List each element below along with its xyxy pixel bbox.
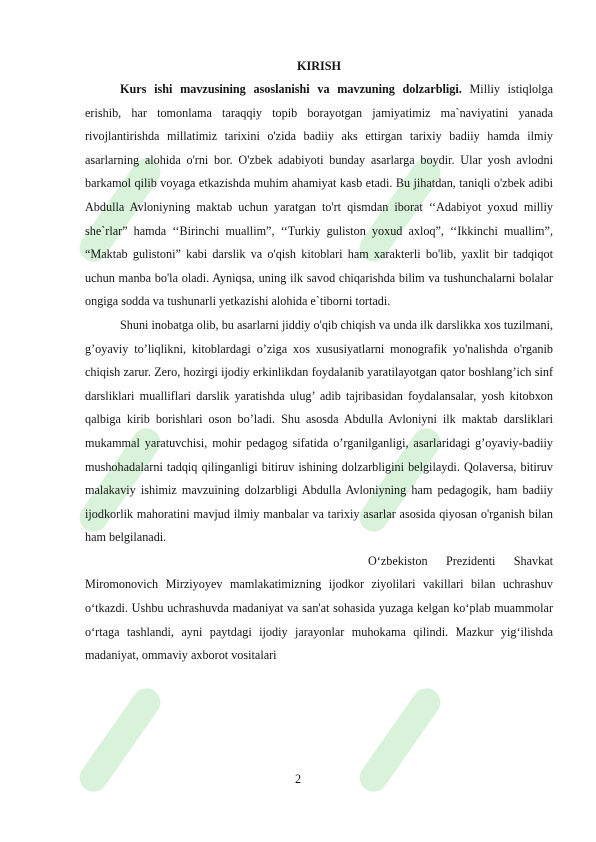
document-body	[85, 56, 553, 668]
paragraph-2: Shuni inobatga olib, bu asarlarni jiddiy o'qib chiqish va unda ilk darslikka xos tuzilmani, g’oyaviy to’liqlikni, kitoblardagi o’ziga xos xususiyatlarni monografik yo'nalishda o'rganib chiqish zarur. Zero, hozirgi ijodiy erkinlikdan foydalanib yaratilayotgan qator boshlang’ich sinf darsliklari mualliflari darslik yaratishda ulug’ adib tajribasidan foydalansalar, yosh kitobxon qalbiga kirib borishlari oson bo’ladi. Shu asosda Abdulla Avloniyni ilk maktab darsliklari mukammal yaratuvchisi, mohir pedagog sifatida o’rganilganligi, asarlaridagi g’oyaviy-badiiy mushohadalarni tadqiq qilinganligi bitiruv ishining dolzarbligini belgilaydi. Qolaversa, bitiruv malakaviy ishimiz mavzuining dolzarbligi Abdulla Avloniyning ham pedagogik, ham badiiy ijodkorlik mahoratini mavjud ilmiy manbalar va tarixiy asarlar asosida qiyosan o'rganish bilan ham belgilanadi.	[85, 317, 553, 545]
paragraph-lead: Kurs ishi mavzusining asoslanishi va mavzuning dolzarbligi.	[120, 82, 462, 96]
paragraph-1	[85, 78, 553, 314]
paragraph-text: O‘zbekiston Prezidenti Shavkat Miromonovich Mirziyoyev mamlakatimizning ijodkor ziyolilari vakillari bilan uchrashuv o‘tkazdi. Ushbu uchrashuvda madaniyat va san'at sohasida yuzaga kelgan ko‘plab muammolar o‘rtaga tashlandi, ayni paytdagi ijodiy jarayonlar muhokama qilindi. Mazkur yig‘ilishda madaniyat, ommaviy axborot vositalari	[85, 553, 553, 663]
section-title: KIRISH	[296, 59, 342, 73]
page-number: 2	[294, 772, 302, 786]
paragraph-3	[85, 550, 553, 668]
paragraph-text: Milliy istiqlolga erishib, har tomonlama taraqqiy topib borayotgan jamiyatimiz ma`naviyatini yanada rivojlantirishda millatimiz tarixini o'zida badiiy aks ettirgan tarixiy badiiy hamda ilmiy asarlarning alohida o'rni bor. O'zbek adabiyoti bunday asarlarga boydir. Ular yosh avlodni barkamol qilib voyaga etkazishda muhim ahamiyat kasb etadi. Bu jihatdan, taniqli o'zbek adibi Abdulla Avloniyning maktab uchun yaratgan to'rt qismdan iborat ‘‘Adabiyot yoxud milliy she`rlar” hamda ‘‘Birinchi muallim”, ‘‘Turkiy guliston yoxud axloq”, ‘‘Ikkinchi muallim”, “Maktab gulistoni” kabi darslik va o'qish kitoblari ham xarakterli bo'lib, yaxlit bir tadqiqot uchun manba bo'la oladi. Ayniqsa, uning ilk savod chiqarishda bilim va tushunchalarni bolalar ongiga sodda va tushunarli yetkazishi alohida e`tiborni tortadi.	[85, 82, 554, 309]
